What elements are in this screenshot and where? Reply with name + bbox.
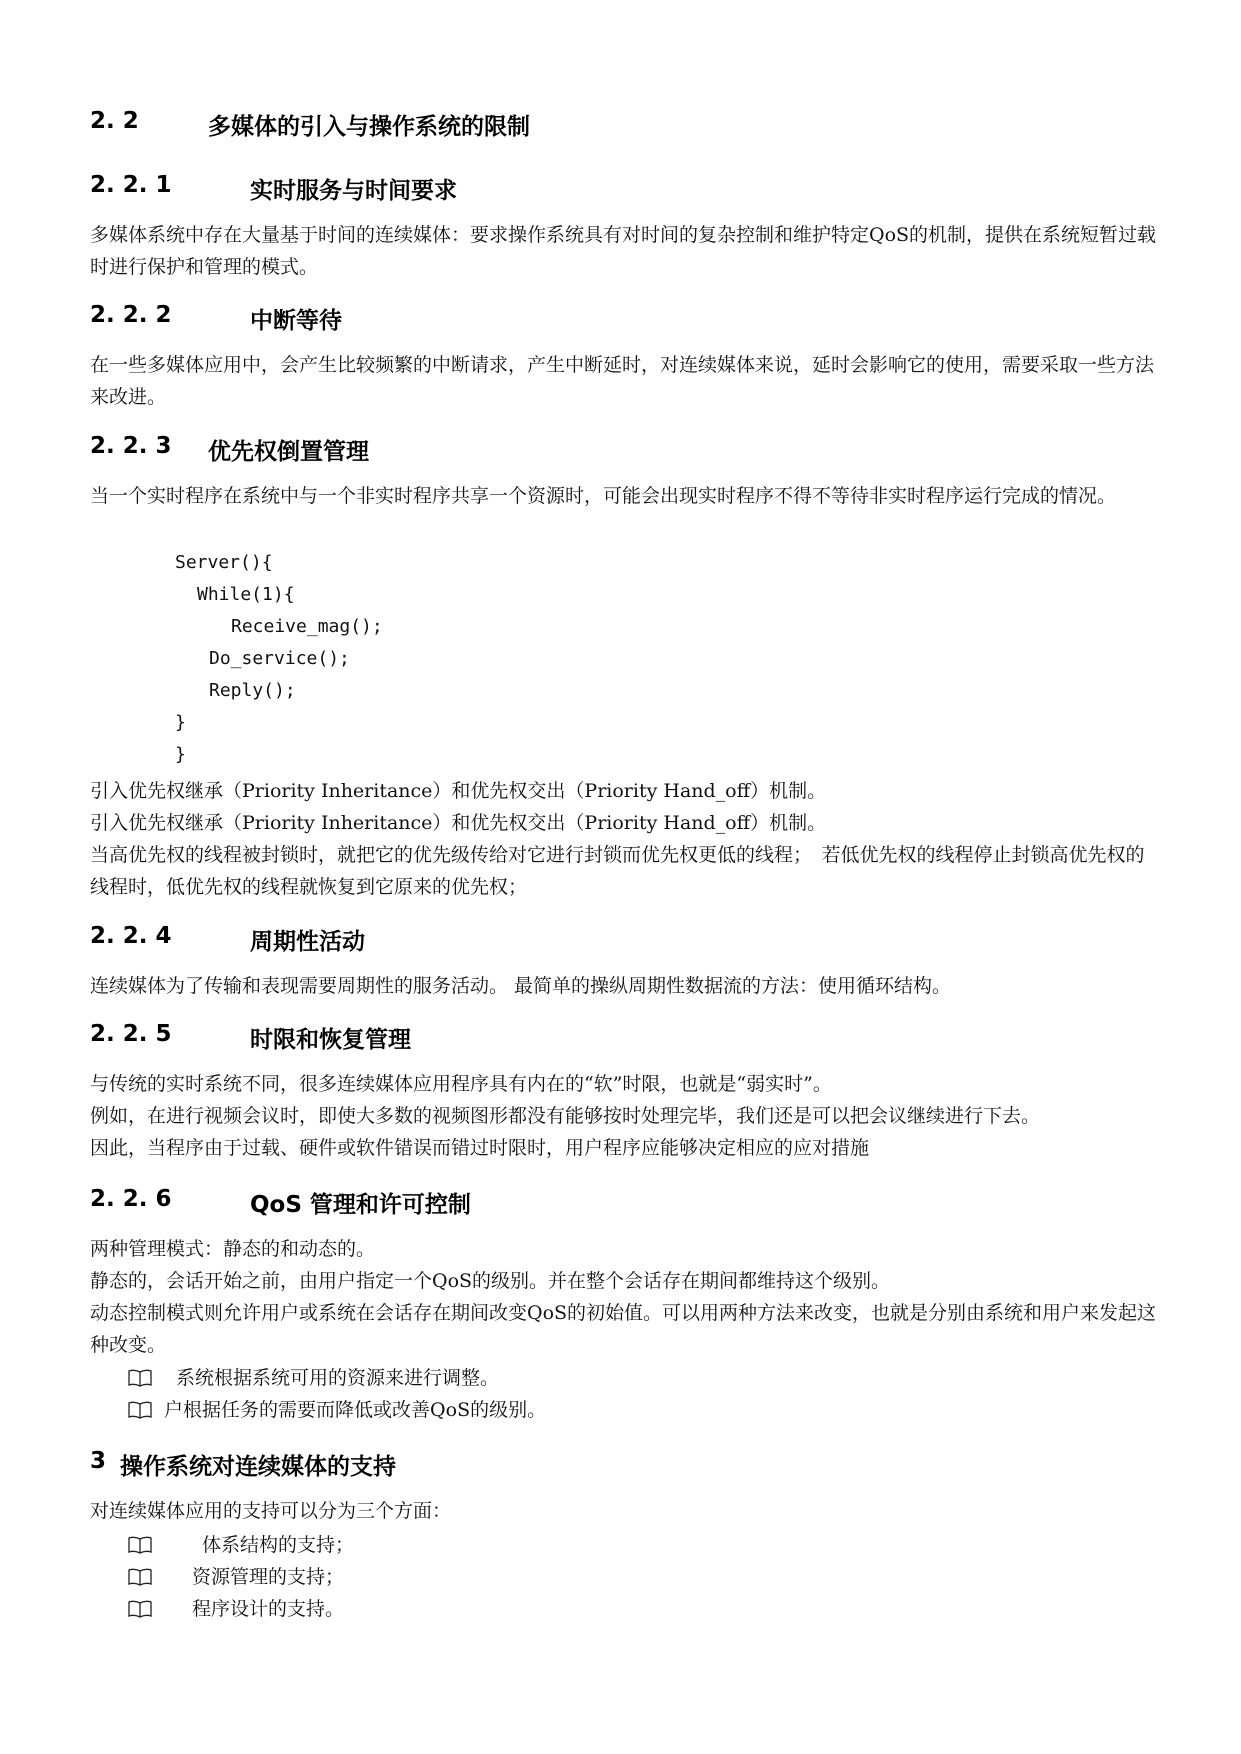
list-item-text: 户根据任务的需要而降低或改善QoS的级别。 (164, 1399, 547, 1421)
list-item-text: 资源管理的支持； (192, 1566, 345, 1588)
code-line: } (175, 712, 186, 733)
list-item (128, 1363, 499, 1390)
heading-number: 2. 2. 5 (90, 1021, 172, 1047)
heading-2-2-4 (90, 923, 365, 955)
heading-number: 3 (90, 1448, 107, 1474)
list-item (128, 1530, 354, 1557)
list-item (128, 1562, 344, 1589)
code-line: Reply(); (209, 680, 296, 701)
heading-number: 2. 2. 6 (90, 1186, 172, 1212)
paragraph-qos: 动态控制模式则允许用户或系统在会话存在期间改变QoS的初始值。可以用两种方法来改变，也就是分别由系统和用户来发起这种改变。 (90, 1302, 1157, 1356)
heading-2-2 (90, 108, 530, 140)
list-item-text: 系统根据系统可用的资源来进行调整。 (176, 1367, 500, 1389)
heading-number: 2. 2. 4 (90, 923, 172, 949)
paragraph-priority-inversion: 当一个实时程序在系统中与一个非实时程序共享一个资源时，可能会出现实时程序不得不等待非实时程序运行完成的情况。 (90, 485, 1117, 507)
book-icon (128, 1369, 152, 1387)
heading-2-2-6 (90, 1186, 471, 1218)
paragraph-mechanism: 引入优先权继承（Priority Inheritance）和优先权交出（Priority Hand_off）机制。 (90, 812, 827, 834)
heading-title: 操作系统对连续媒体的支持 (120, 1454, 396, 1480)
code-line: Server(){ (175, 552, 273, 573)
paragraph-interrupt: 在一些多媒体应用中，会产生比较频繁的中断请求，产生中断延时，对连续媒体来说，延时会影响它的使用，需要采取一些方法来改进。 (90, 354, 1155, 408)
code-line: While(1){ (197, 584, 295, 605)
heading-2-2-5 (90, 1021, 411, 1053)
list-item (128, 1395, 546, 1422)
book-icon (128, 1536, 152, 1554)
paragraph-deadline: 与传统的实时系统不同，很多连续媒体应用程序具有内在的“软”时限，也就是“弱实时”。 (90, 1073, 832, 1095)
heading-number: 2. 2. 1 (90, 172, 172, 198)
code-line: Receive_mag(); (231, 616, 383, 637)
book-icon (128, 1600, 152, 1618)
heading-2-2-3 (90, 433, 369, 465)
paragraph-realtime: 多媒体系统中存在大量基于时间的连续媒体：要求操作系统具有对时间的复杂控制和维护特定QoS的机制，提供在系统短暂过载时进行保护和管理的模式。 (90, 224, 1157, 278)
list-item (128, 1594, 344, 1621)
code-line: Do_service(); (209, 648, 350, 669)
heading-title: 周期性活动 (250, 929, 365, 955)
list-item-text: 程序设计的支持。 (192, 1598, 345, 1620)
heading-title: 实时服务与时间要求 (250, 178, 457, 204)
paragraph-mechanism: 引入优先权继承（Priority Inheritance）和优先权交出（Priority Hand_off）机制。 (90, 780, 827, 802)
paragraph-qos: 两种管理模式：静态的和动态的。 (90, 1238, 376, 1260)
heading-2-2-1 (90, 172, 457, 204)
paragraph-support: 对连续媒体应用的支持可以分为三个方面： (90, 1500, 452, 1522)
paragraph-inheritance: 当高优先权的线程被封锁时，就把它的优先级传给对它进行封锁而优先权更低的线程； 若低优先权的线程停止封锁高优先权的线程时，低优先权的线程就恢复到它原来的优先权； (90, 844, 1145, 898)
heading-number: 2. 2. 3 (90, 433, 172, 459)
code-line: } (175, 744, 186, 765)
book-icon (128, 1401, 152, 1419)
book-icon (128, 1568, 152, 1586)
heading-title: 多媒体的引入与操作系统的限制 (208, 114, 530, 140)
heading-3 (90, 1448, 396, 1480)
heading-number: 2. 2. 2 (90, 302, 172, 328)
heading-number: 2. 2 (90, 108, 139, 134)
list-item-text: 体系结构的支持； (202, 1534, 355, 1556)
heading-2-2-2 (90, 302, 342, 334)
heading-title: 优先权倒置管理 (208, 439, 369, 465)
paragraph-periodic: 连续媒体为了传输和表现需要周期性的服务活动。 最简单的操纵周期性数据流的方法：使用循环结构。 (90, 975, 952, 997)
heading-title: 中断等待 (250, 308, 342, 334)
heading-title: QoS 管理和许可控制 (250, 1192, 471, 1218)
paragraph-qos: 静态的，会话开始之前，由用户指定一个QoS的级别。并在整个会话存在期间都维持这个级别。 (90, 1270, 891, 1292)
heading-title: 时限和恢复管理 (250, 1027, 411, 1053)
paragraph-deadline: 因此，当程序由于过载、硬件或软件错误而错过时限时，用户程序应能够决定相应的应对措施 (90, 1137, 870, 1159)
paragraph-deadline: 例如，在进行视频会议时，即使大多数的视频图形都没有能够按时处理完毕，我们还是可以把会议继续进行下去。 (90, 1105, 1041, 1127)
